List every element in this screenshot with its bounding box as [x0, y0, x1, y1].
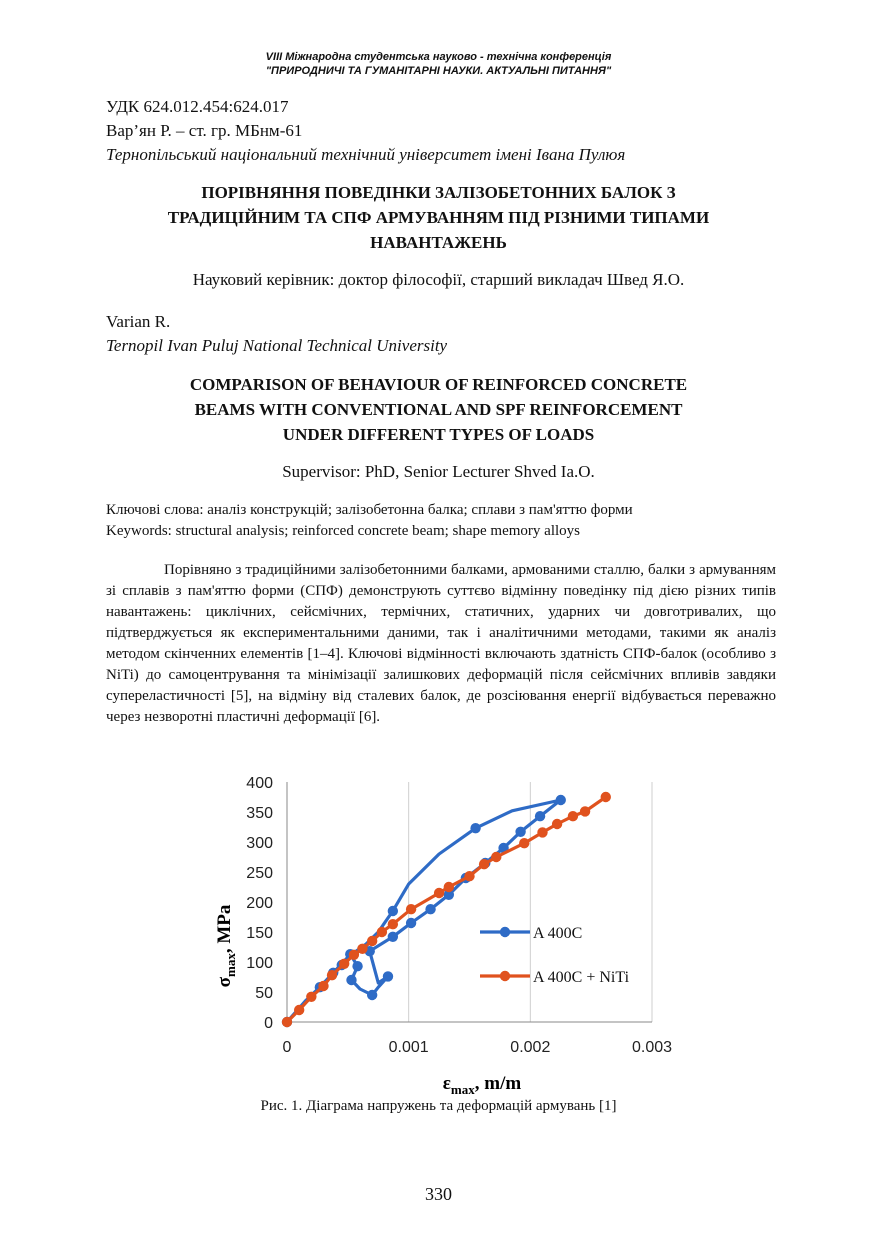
stress-strain-chart — [200, 768, 680, 1098]
data-point-a400c — [388, 932, 398, 942]
figure-caption: Рис. 1. Діаграма напружень та деформацій армувань [1] — [260, 1098, 617, 1114]
en-title-line-3: UNDER DIFFERENT TYPES OF LOADS — [282, 425, 595, 444]
en-supervisor: Supervisor: PhD, Senior Lecturer Shved Ia.O. — [282, 462, 595, 481]
page-number: 330 — [425, 1184, 452, 1204]
data-point-a400c-niti — [479, 859, 489, 869]
y-tick-label: 400 — [246, 775, 273, 792]
en-affiliation: Ternopil Ivan Puluj National Technical University — [106, 336, 448, 355]
data-point-a400c-niti — [349, 950, 359, 960]
ua-supervisor: Науковий керівник: доктор філософії, старший викладач Швед Я.О. — [192, 270, 685, 289]
chart-grid — [409, 782, 652, 1022]
y-tick-label: 150 — [246, 925, 273, 942]
y-tick-label: 250 — [246, 865, 273, 882]
data-point-a400c — [406, 918, 416, 928]
x-axis-label-sub: max — [450, 1082, 475, 1097]
x-tick-label: 0.001 — [388, 1039, 429, 1056]
legend-label-a400c: A 400C — [533, 925, 583, 942]
data-point-a400c-niti — [282, 1017, 292, 1027]
data-point-a400c-niti — [377, 927, 387, 937]
chart-legend — [480, 925, 630, 986]
data-point-a400c-niti — [444, 882, 454, 892]
conference-header — [0, 50, 877, 78]
chart-axes — [246, 775, 672, 1056]
abstract-paragraph: Порівняно з традиційними залізобетонними балками, армованими сталлю, балки з армуванням зі сплавів з пам'яттю форми (СПФ) демонструють суттєво відмінну поведінку під дією різних типів навантажень: циклічних, сейсмічних, термічних, статичних, ударних чи довготривалих, що підтверджується як експериментальними даними, так і аналітичними методами, такими як аналіз методом скінченних елементів [1–4]. Ключові відмінності включають здатність СПФ-балок (особливо з NiTi) до самоцентрування та мінімізації залишкових деформацій після сейсмічних впливів завдяки супереластичності [5], на відміну від сталевих балок, де розсіювання енергії відбувається переважно через незворотні пластичні деформації [6]. — [106, 562, 776, 725]
data-point-a400c — [470, 823, 480, 833]
keywords-block — [106, 500, 776, 542]
y-axis-label — [214, 904, 238, 987]
ua-title-line-2: ТРАДИЦІЙНИМ ТА СПФ АРМУВАННЯМ ПІД РІЗНИМИ ТИПАМИ — [167, 208, 710, 227]
y-tick-label: 0 — [264, 1015, 273, 1032]
en-author-block — [106, 310, 776, 358]
ua-title-line-1: ПОРІВНЯННЯ ПОВЕДІНКИ ЗАЛІЗОБЕТОННИХ БАЛОК З — [201, 183, 676, 202]
data-point-a400c-niti — [552, 819, 562, 829]
data-point-a400c — [515, 827, 525, 837]
conference-line-2: "ПРИРОДНИЧІ ТА ГУМАНІТАРНІ НАУКИ. АКТУАЛЬНІ ПИТАННЯ" — [265, 65, 612, 77]
data-point-a400c-niti — [318, 981, 328, 991]
data-point-a400c-niti — [580, 806, 590, 816]
en-title-line-2: BEAMS WITH CONVENTIONAL AND SPF REINFORCEMENT — [194, 400, 683, 419]
data-point-a400c — [367, 990, 377, 1000]
legend-label-a400c-niti: A 400C + NiTi — [533, 969, 630, 986]
data-point-a400c-niti — [327, 970, 337, 980]
data-point-a400c-niti — [464, 871, 474, 881]
x-tick-label: 0.003 — [631, 1039, 673, 1056]
y-axis-label-sub: max — [223, 953, 238, 978]
y-tick-label: 200 — [246, 895, 273, 912]
x-tick-label: 0.002 — [510, 1039, 551, 1056]
y-tick-label: 300 — [246, 835, 273, 852]
x-axis-label — [443, 1073, 522, 1097]
ua-title-line-3: НАВАНТАЖЕНЬ — [370, 233, 507, 252]
data-point-a400c-niti — [434, 888, 444, 898]
data-point-a400c — [388, 906, 398, 916]
data-point-a400c-niti — [306, 992, 316, 1002]
chart-series — [282, 792, 611, 1027]
data-point-a400c-niti — [294, 1005, 304, 1015]
x-tick-label: 0 — [282, 1039, 292, 1056]
series-line-a400c-niti — [287, 797, 606, 1022]
ua-author: Вар’ян Р. – ст. гр. МБнм-61 — [106, 121, 303, 140]
x-axis-label-main: ε — [442, 1073, 451, 1094]
stress-strain-figure — [200, 768, 680, 1098]
ua-affiliation: Тернопільський національний технічний університет імені Івана Пулюя — [106, 145, 626, 164]
keywords-ua: Ключові слова: аналіз конструкцій; залізобетонна балка; сплави з пам'яттю форми — [106, 502, 633, 518]
udk-code: УДК 624.012.454:624.017 — [106, 97, 289, 116]
data-point-a400c-niti — [406, 904, 416, 914]
en-title-line-1: COMPARISON OF BEHAVIOUR OF REINFORCED CONCRETE — [189, 375, 688, 394]
data-point-a400c-niti — [519, 838, 529, 848]
legend-marker-a400c-niti — [500, 971, 510, 981]
conference-line-1: VIII Міжнародна студентська науково - технічна конференція — [265, 51, 612, 63]
data-point-a400c-niti — [367, 936, 377, 946]
ua-author-block — [106, 95, 776, 167]
data-point-a400c-niti — [491, 852, 501, 862]
data-point-a400c — [556, 795, 566, 805]
y-tick-label: 50 — [255, 985, 273, 1002]
x-axis-label-unit: , m/m — [474, 1073, 522, 1094]
data-point-a400c — [535, 811, 545, 821]
en-author: Varian R. — [106, 312, 171, 331]
legend-marker-a400c — [500, 927, 510, 937]
data-point-a400c-niti — [537, 827, 547, 837]
y-tick-label: 100 — [246, 955, 273, 972]
data-point-a400c — [352, 961, 362, 971]
en-title — [100, 372, 777, 447]
y-tick-label: 350 — [246, 805, 273, 822]
data-point-a400c — [346, 975, 356, 985]
data-point-a400c — [383, 971, 393, 981]
y-axis-label-main: σ — [214, 977, 235, 988]
data-point-a400c-niti — [357, 944, 367, 954]
data-point-a400c-niti — [601, 792, 611, 802]
keywords-en: Keywords: structural analysis; reinforced concrete beam; shape memory alloys — [106, 523, 581, 539]
data-point-a400c-niti — [339, 959, 349, 969]
data-point-a400c-niti — [568, 811, 578, 821]
ua-title — [100, 180, 777, 255]
data-point-a400c-niti — [388, 919, 398, 929]
y-axis-label-unit: , MPa — [214, 904, 235, 954]
data-point-a400c — [425, 904, 435, 914]
